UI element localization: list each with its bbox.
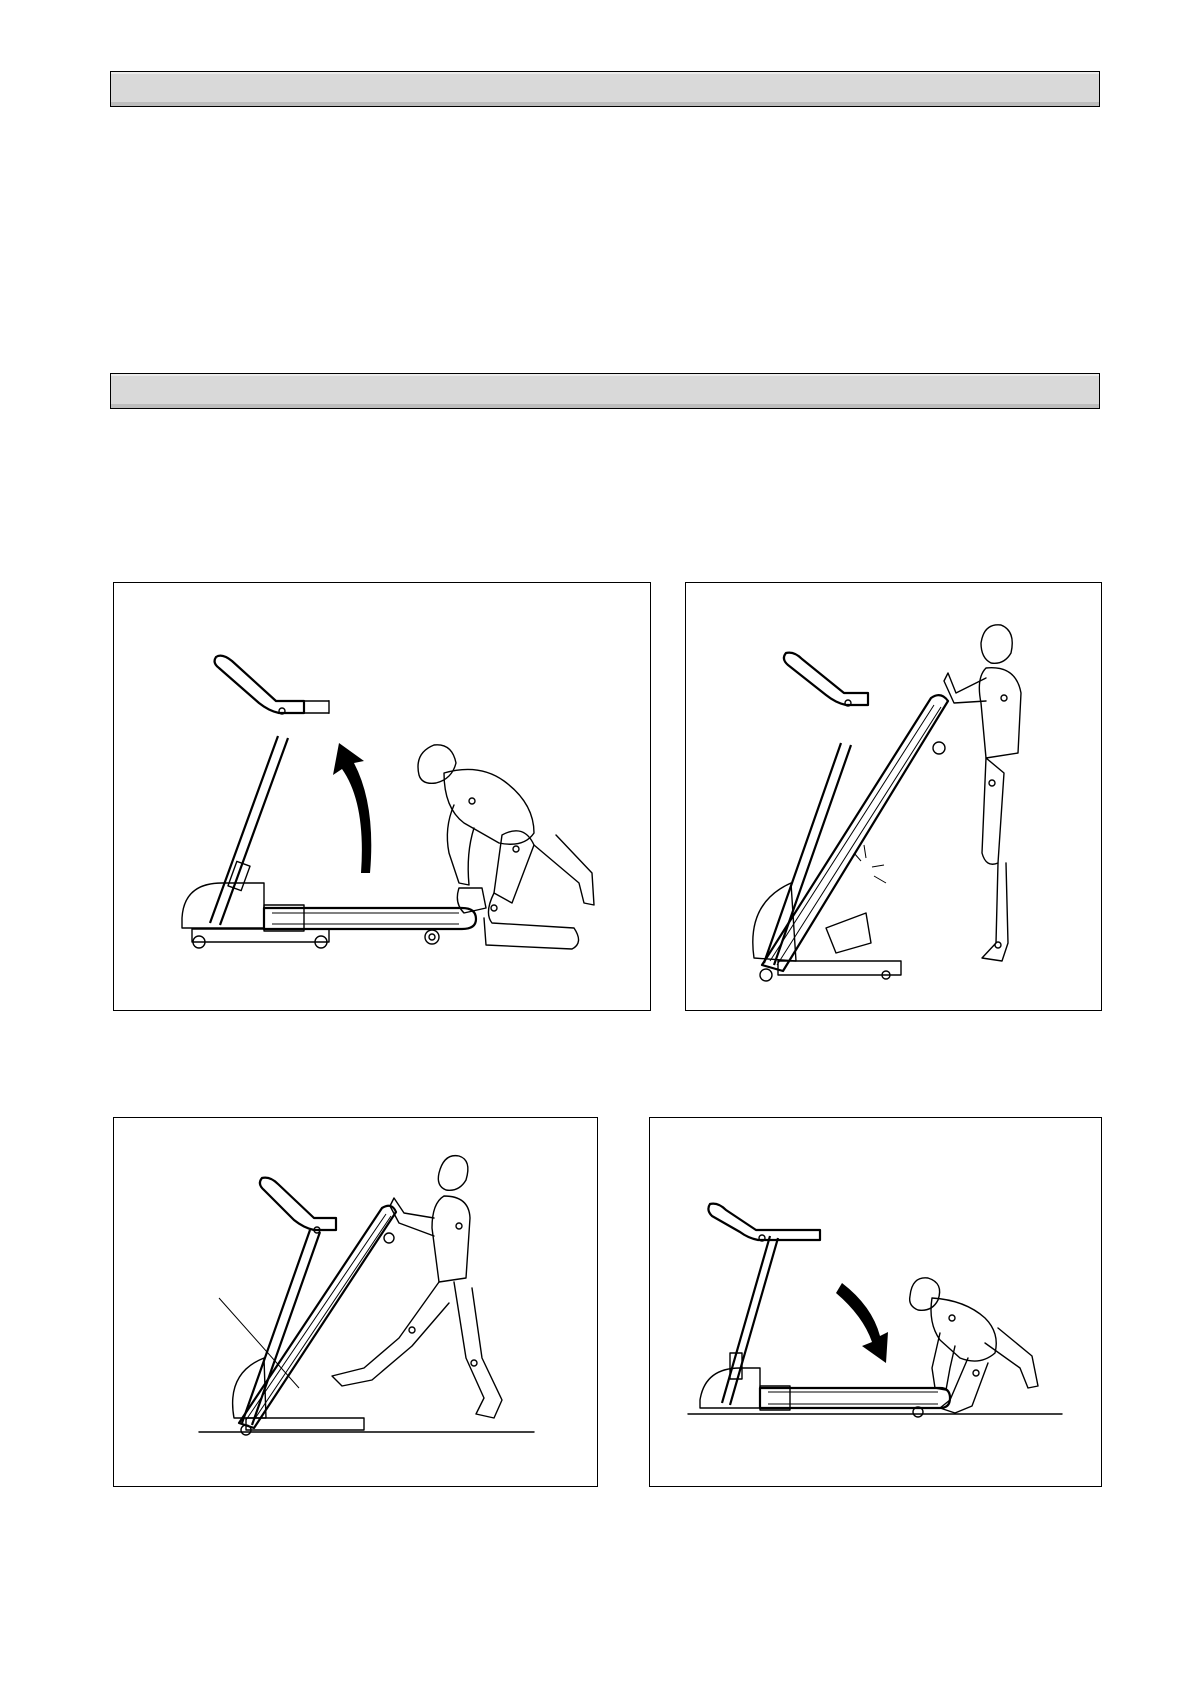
curved-arrow-down-icon <box>836 1283 888 1363</box>
figure-3-panel <box>113 1117 598 1487</box>
figure-3-illustration <box>114 1118 597 1486</box>
person-lunging <box>332 1156 502 1418</box>
figure-2-illustration <box>686 583 1101 1010</box>
treadmill-flat <box>688 1204 1062 1417</box>
figure-1-illustration <box>114 583 650 1010</box>
figure-2-panel <box>685 582 1102 1011</box>
section-header-bar-2 <box>110 373 1100 409</box>
person-standing <box>944 625 1021 961</box>
treadmill-flat <box>182 656 476 948</box>
section-header-bar-1 <box>110 71 1100 107</box>
person-kneeling <box>910 1278 1038 1413</box>
curved-arrow-up-icon <box>333 743 371 873</box>
person-kneeling <box>418 745 594 949</box>
figure-4-panel <box>649 1117 1102 1487</box>
treadmill-folded <box>753 653 948 981</box>
figure-1-panel <box>113 582 651 1011</box>
figure-4-illustration <box>650 1118 1101 1486</box>
